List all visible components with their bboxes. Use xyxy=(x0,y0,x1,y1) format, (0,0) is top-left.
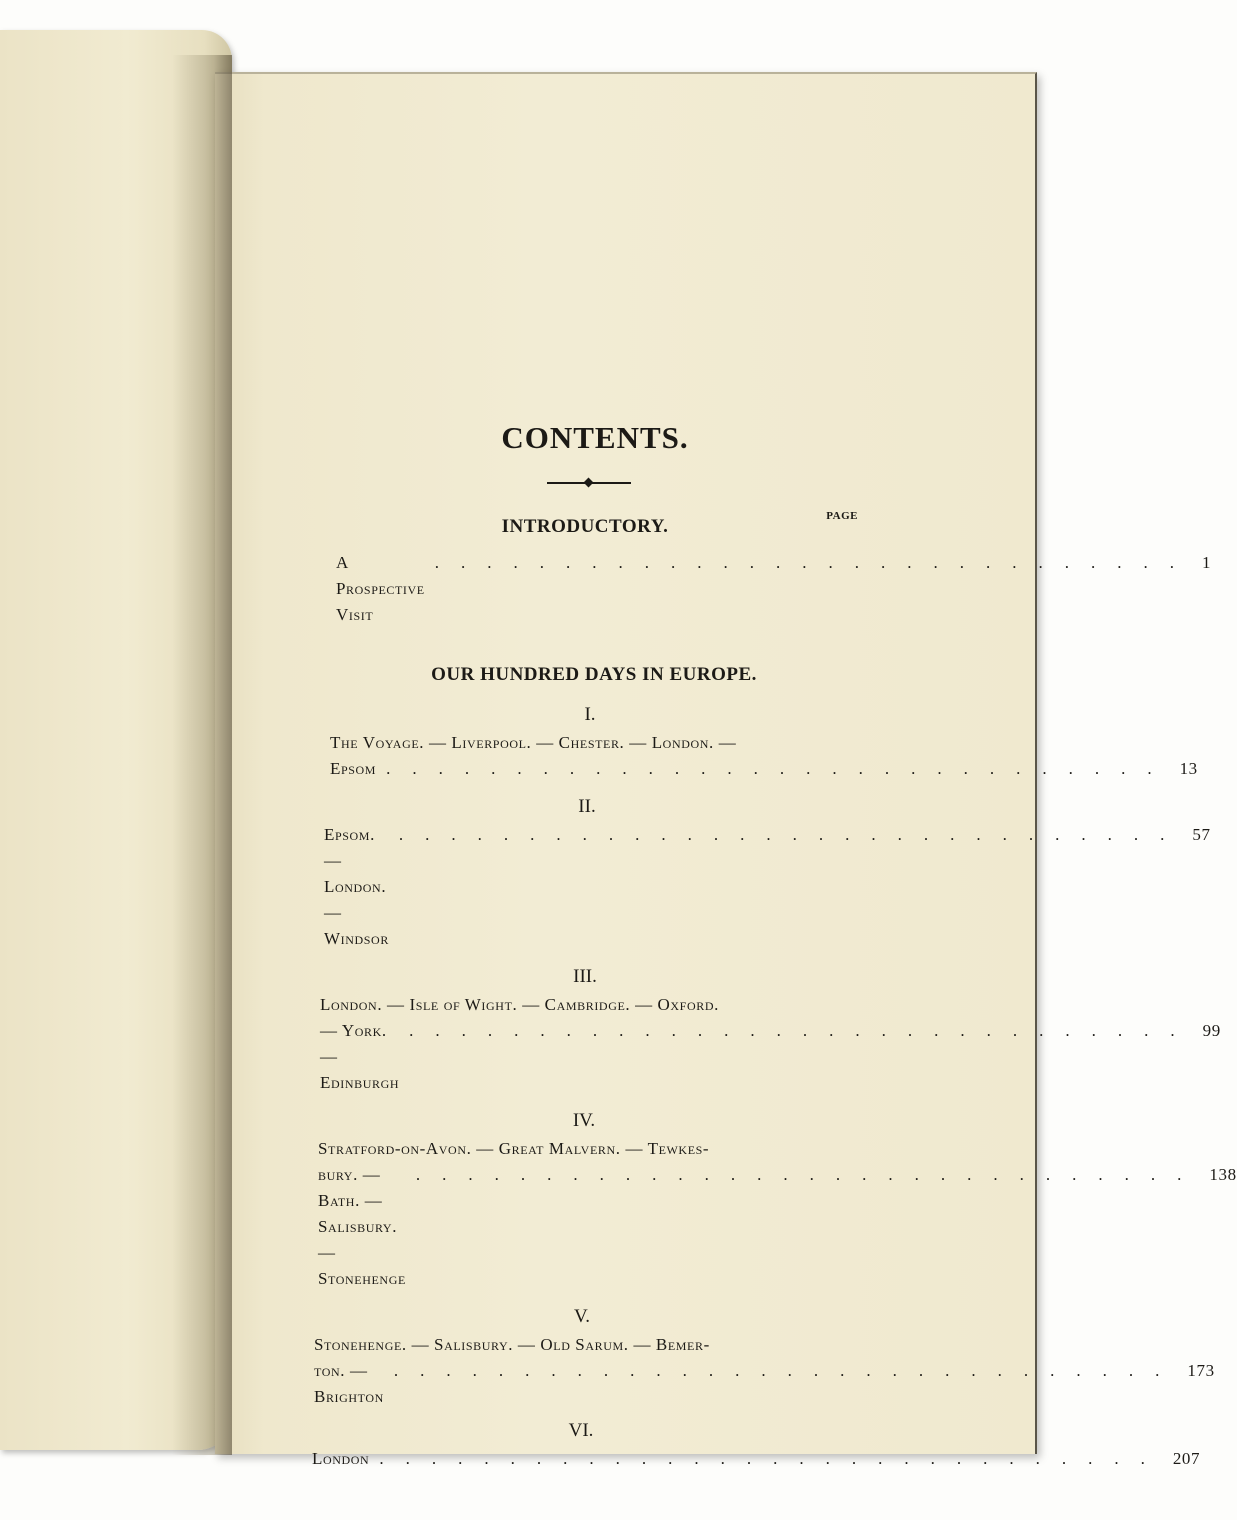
toc-entry xyxy=(320,992,1221,1096)
chapter-entry xyxy=(300,1306,1215,1410)
toc-entry xyxy=(318,1136,1237,1292)
toc-entry xyxy=(314,1332,1215,1410)
toc-entry xyxy=(324,822,1211,952)
toc-entry-text: ton. — Brighton xyxy=(314,1361,384,1406)
leader-dots: .............................. xyxy=(415,1165,1204,1184)
toc-entry-line1: Stonehenge. — Salisbury. — Old Sarum. — Bemer- xyxy=(314,1335,710,1354)
main-section-heading: OUR HUNDRED DAYS IN EUROPE. xyxy=(431,664,757,685)
toc-entry-text: bury. — Bath. — Salisbury. — Stonehenge xyxy=(318,1165,406,1288)
leader-dots: .............................. xyxy=(386,759,1174,778)
toc-entry-page: 138 xyxy=(1209,1165,1237,1184)
chapter-list xyxy=(300,704,1237,1472)
page-column-label: PAGE xyxy=(826,510,858,522)
chapter-entry xyxy=(300,704,1198,782)
toc-entry-text: Epsom. — London. — Windsor xyxy=(324,825,389,948)
toc-entry-page: 13 xyxy=(1179,759,1198,778)
leader-dots: .............................. xyxy=(409,1021,1197,1040)
ornament-rule xyxy=(547,478,631,488)
toc-entry-page: 57 xyxy=(1192,825,1211,844)
toc-entry-introductory xyxy=(336,550,1212,628)
leader-dots: .............................. xyxy=(393,1361,1182,1380)
toc-entry-line1: London. — Isle of Wight. — Cambridge. — Oxford. xyxy=(320,995,719,1014)
contents-title: CONTENTS. xyxy=(501,420,689,455)
chapter-entry xyxy=(300,966,1221,1096)
toc-entry-text: — York. — Edinburgh xyxy=(320,1021,400,1092)
toc-entry-text: A Prospective Visit xyxy=(336,553,425,624)
toc-entry-text: Epsom xyxy=(330,759,377,778)
leader-dots: .............................. xyxy=(379,1449,1167,1468)
toc-entry-page: 99 xyxy=(1202,1021,1221,1040)
toc-entry-page: 207 xyxy=(1172,1449,1201,1468)
chapter-number: II. xyxy=(578,796,596,817)
toc-entry-page: 1 xyxy=(1201,553,1212,572)
chapter-number: V. xyxy=(573,1306,591,1327)
toc-entry xyxy=(330,730,1198,782)
toc-entry-page: 173 xyxy=(1187,1361,1215,1380)
toc-entry-line1: The Voyage. — Liverpool. — Chester. — London. — xyxy=(330,733,737,752)
toc-entry-text: London xyxy=(312,1449,370,1468)
chapter-number: IV. xyxy=(572,1110,596,1131)
leader-dots: ............................. xyxy=(434,553,1196,572)
leader-dots: .............................. xyxy=(398,825,1187,844)
chapter-number: VI. xyxy=(568,1420,594,1441)
introductory-heading: INTRODUCTORY. xyxy=(501,516,669,537)
chapter-entry xyxy=(300,1420,1201,1472)
chapter-entry xyxy=(300,796,1211,952)
toc-entry xyxy=(312,1446,1201,1472)
chapter-number: I. xyxy=(584,704,596,725)
book-gutter-shadow xyxy=(172,55,232,1455)
toc-entry-line1: Stratford-on-Avon. — Great Malvern. — Tewkes- xyxy=(318,1139,710,1158)
contents-page xyxy=(300,420,1237,1472)
chapter-entry xyxy=(300,1110,1237,1292)
chapter-number: III. xyxy=(573,966,597,987)
